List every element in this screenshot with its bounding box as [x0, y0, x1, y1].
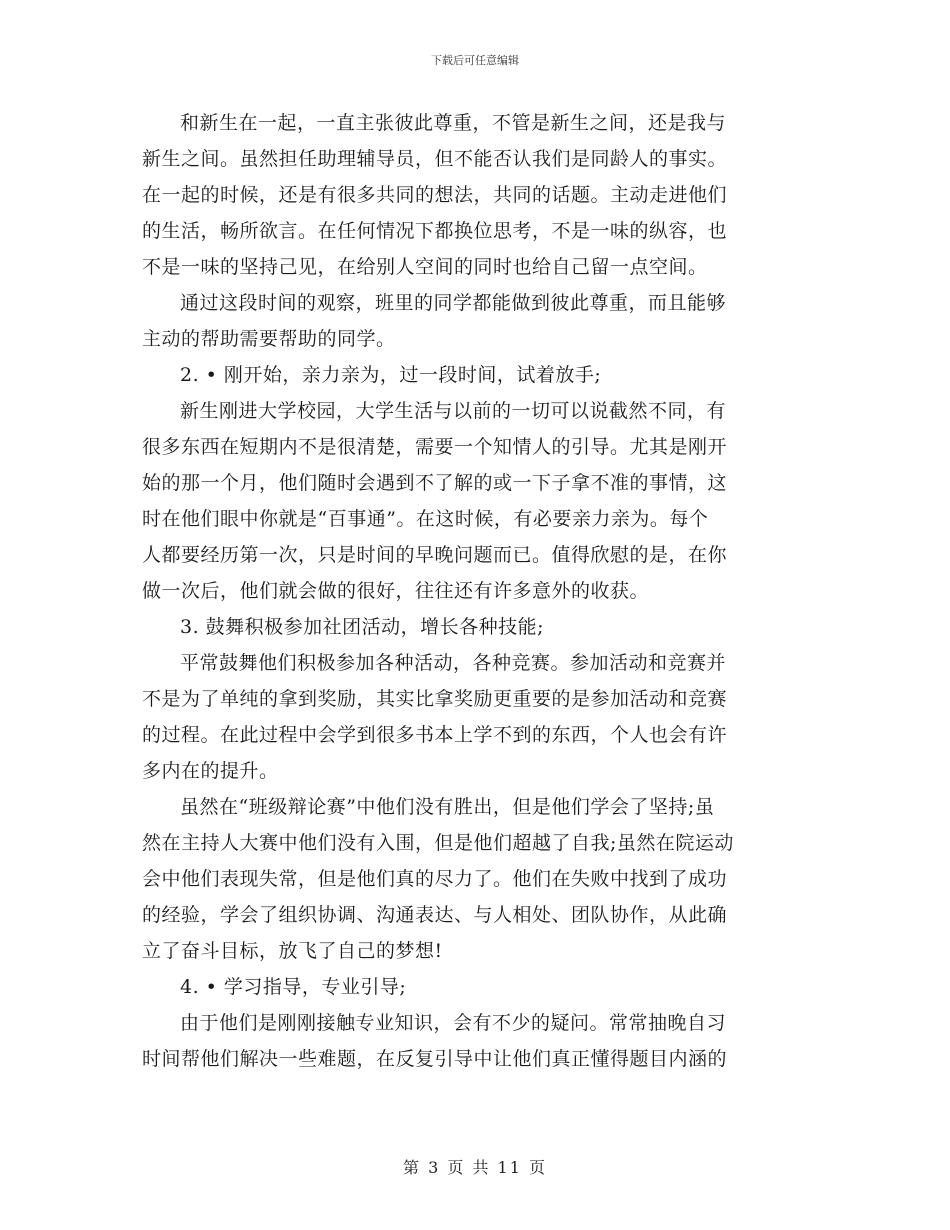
text-line: 时间帮他们解决一些难题，在反复引导中让他们真正懂得题目内涵的 — [142, 1048, 728, 1070]
text-line: 很多东西在短期内不是很清楚，需要一个知情人的引导。尤其是刚开 — [142, 436, 728, 458]
text-line: 3. 鼓舞积极参加社团活动，增长各种技能; — [180, 616, 545, 638]
text-line: 始的那一个月，他们随时会遇到不了解的或一下子拿不准的事情，这 — [142, 472, 728, 494]
text-line: 和新生在一起，一直主张彼此尊重，不管是新生之间，还是我与 — [180, 112, 727, 134]
text-line: 多内在的提升。 — [142, 760, 279, 782]
text-line: 时在他们眼中你就是“百事通”。在这时候，有必要亲力亲为。每个 — [142, 508, 709, 530]
text-line: 由于他们是刚刚接触专业知识，会有不少的疑问。常常抽晚自习 — [180, 1012, 727, 1034]
text-line: 通过这段时间的观察，班里的同学都能做到彼此尊重，而且能够 — [180, 292, 727, 314]
paragraph-block — [142, 105, 802, 1077]
page-footer: 第 3 页 共 11 页 — [403, 1158, 547, 1177]
text-line: 会中他们表现失常，但是他们真的尽力了。他们在失败中找到了成功 — [142, 868, 728, 890]
text-line: 不是为了单纯的拿到奖励，其实比拿奖励更重要的是参加活动和竞赛 — [142, 688, 728, 710]
text-line: 2. • 刚开始，亲力亲为，过一段时间，试着放手; — [180, 364, 602, 386]
text-line: 的过程。在此过程中会学到很多书本上学不到的东西，个人也会有许 — [142, 724, 728, 746]
text-line: 做一次后，他们就会做的很好，往往还有许多意外的收获。 — [142, 580, 650, 602]
text-line: 然在主持人大赛中他们没有入围，但是他们超越了自我;虽然在院运动 — [142, 832, 734, 854]
text-line: 虽然在“班级辩论赛”中他们没有胜出，但是他们学会了坚持;虽 — [180, 796, 715, 818]
text-line: 主动的帮助需要帮助的同学。 — [142, 328, 396, 350]
text-line: 在一起的时候，还是有很多共同的想法，共同的话题。主动走进他们 — [142, 184, 728, 206]
text-line: 4. • 学习指导，专业引导; — [180, 976, 407, 998]
text-line: 的生活，畅所欲言。在任何情况下都换位思考，不是一味的纵容，也 — [142, 220, 728, 242]
body-text — [142, 105, 802, 1077]
page-header: 下载后可任意编辑 — [431, 54, 519, 67]
text-line: 新生之间。虽然担任助理辅导员，但不能否认我们是同龄人的事实。 — [142, 148, 728, 170]
text-line: 人都要经历第一次，只是时间的早晚问题而已。值得欣慰的是，在你 — [142, 544, 728, 566]
text-line: 平常鼓舞他们积极参加各种活动，各种竞赛。参加活动和竞赛并 — [180, 652, 727, 674]
text-line: 新生刚进大学校园，大学生活与以前的一切可以说截然不同，有 — [180, 400, 727, 422]
text-line: 不是一味的坚持己见，在给别人空间的同时也给自己留一点空间。 — [142, 256, 708, 278]
text-line: 立了奋斗目标，放飞了自己的梦想! — [142, 940, 443, 962]
text-line: 的经验，学会了组织协调、沟通表达、与人相处、团队协作，从此确 — [142, 904, 728, 926]
